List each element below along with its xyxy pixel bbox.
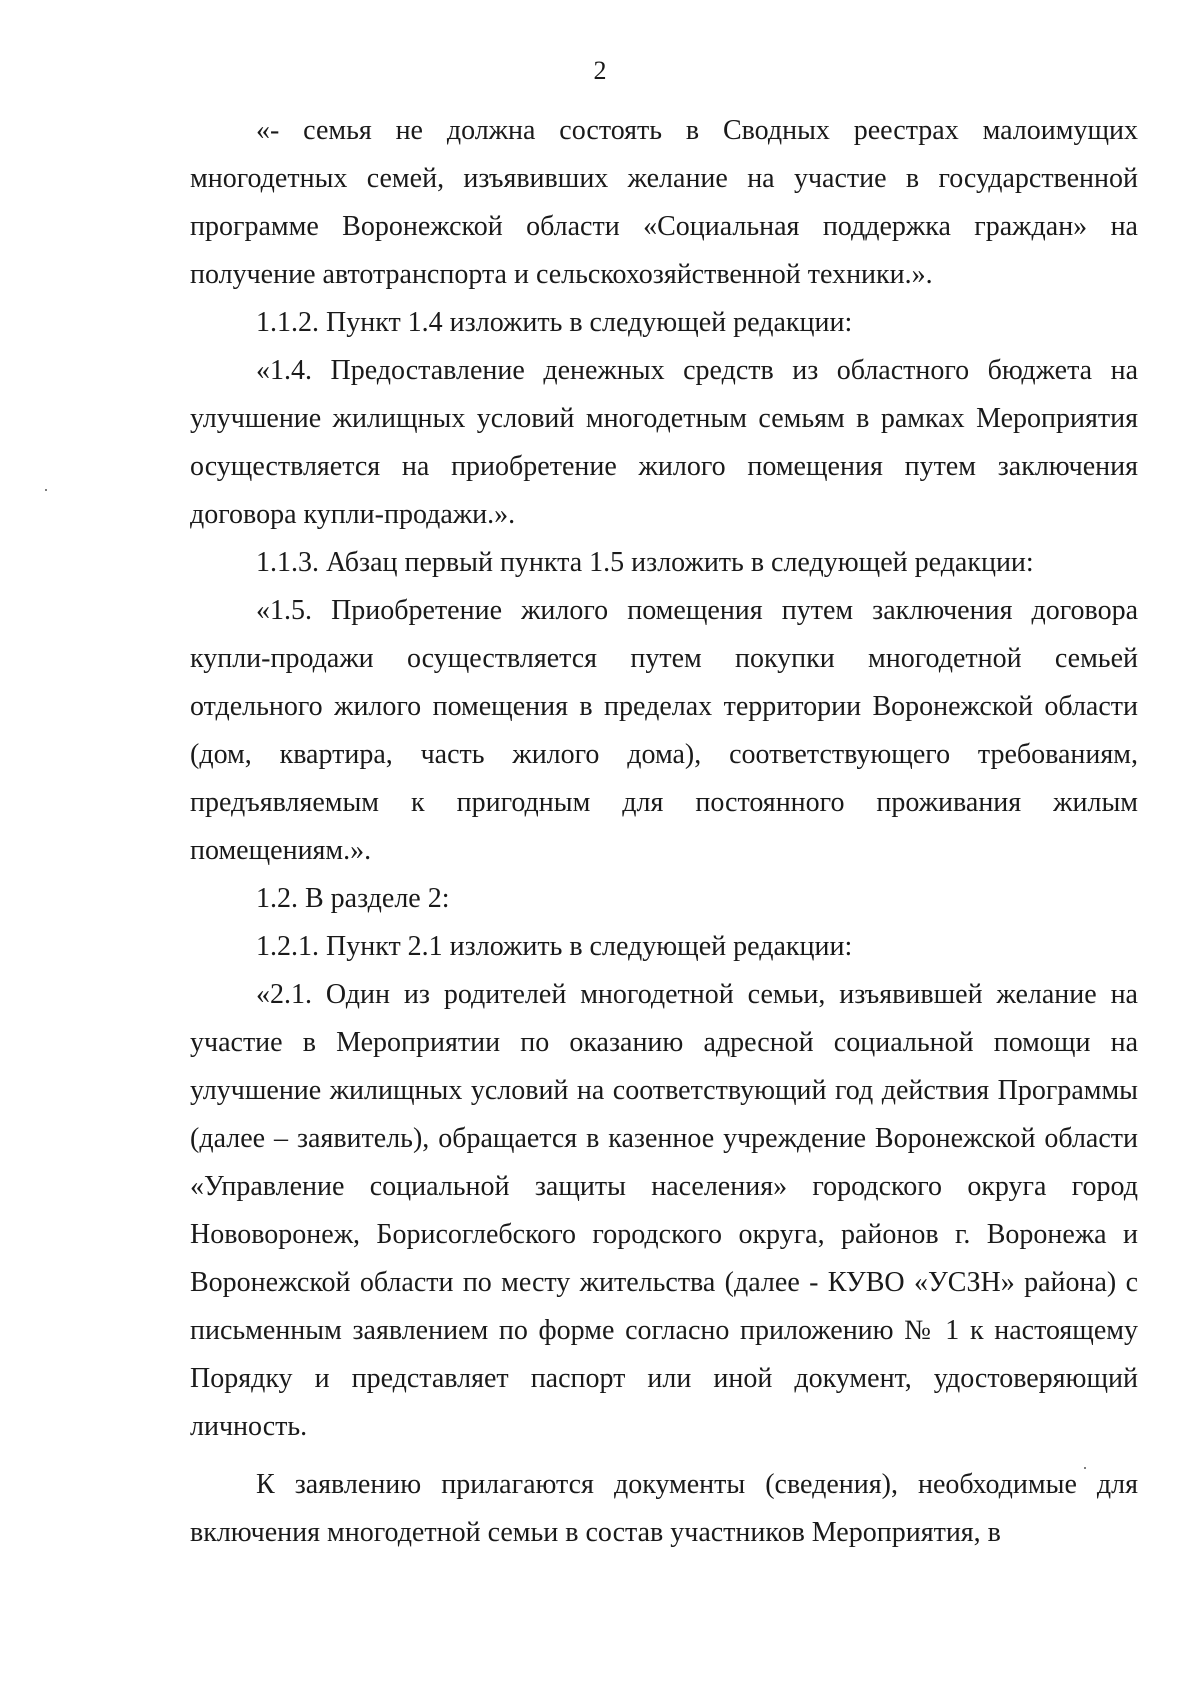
paragraph-clause-1-2-1: 1.2.1. Пункт 2.1 изложить в следующей редакции:: [256, 931, 853, 962]
paragraph-clause-1-2: 1.2. В разделе 2:: [256, 883, 450, 914]
paragraph-clause-1-1-3: 1.1.3. Абзац первый пункта 1.5 изложить в следующей редакции:: [256, 547, 1034, 578]
page-number: 2: [593, 56, 607, 85]
document-body: [190, 107, 1138, 1557]
paragraph-point-2-1: «2.1. Один из родителей многодетной семьи, изъявившей желание на участие в Мероприятии по оказанию адресной социальной помощи на улучшение жилищных условий на соответствующий год действия Программы (далее – заявитель), обращается в казенное учреждение Воронежской области «Управление социальной защиты населения» городского округа город Нововоронеж, Борисоглебского городского округа, районов г. Воронежа и Воронежской области по месту жительства (далее - КУВО «УСЗН» района) с письменным заявлением по форме согласно приложению № 1 к настоящему Порядку и представляет паспорт или иной документ, удостоверяющий личность.: [190, 979, 1138, 1442]
paragraph-attached-documents: К заявлению прилагаются документы (сведения), необходимые для включения многодетной семьи в состав участников Мероприятия, в: [190, 1469, 1138, 1548]
paragraph-point-1-5: «1.5. Приобретение жилого помещения путем заключения договора купли-продажи осуществляется путем покупки многодетной семьей отдельного жилого помещения в пределах территории Воронежской области (дом, квартира, часть жилого дома), соответствующего требованиям, предъявляемым к пригодным для постоянного проживания жилым помещениям.».: [190, 595, 1138, 866]
paragraph-family-registry-condition: «- семья не должна состоять в Сводных реестрах малоимущих многодетных семей, изъявивших желание на участие в государственной программе Воронежской области «Социальная поддержка граждан» на получение автотранспорта и сельскохозяйственной техники.».: [190, 115, 1138, 290]
paragraph-point-1-4: «1.4. Предоставление денежных средств из областного бюджета на улучшение жилищных условий многодетным семьям в рамках Мероприятия осуществляется на приобретение жилого помещения путем заключения договора купли-продажи.».: [190, 355, 1138, 530]
scan-artifact-dot: [45, 489, 47, 491]
paragraph-clause-1-1-2: 1.1.2. Пункт 1.4 изложить в следующей редакции:: [256, 307, 853, 338]
